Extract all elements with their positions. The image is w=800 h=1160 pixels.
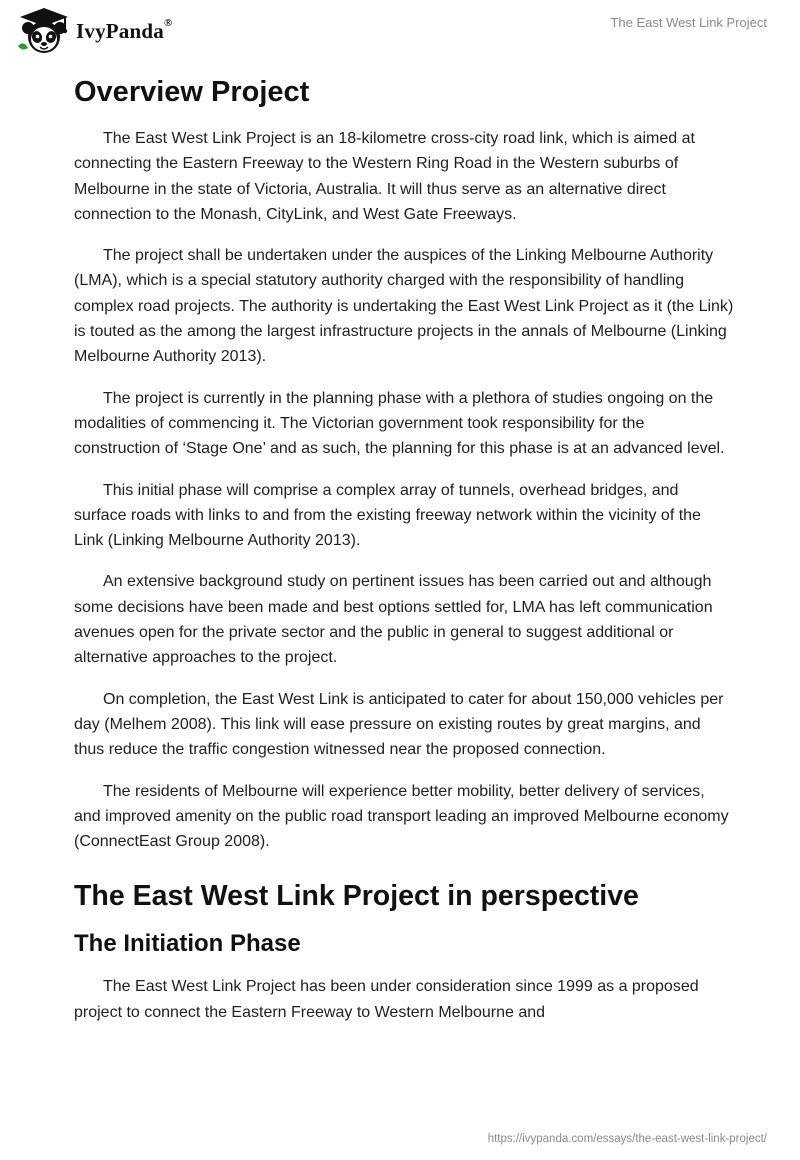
paragraph: The East West Link Project is an 18-kilometre cross-city road link, which is aimed at connecting the Eastern Freeway to the Western Ring Road in the Western suburbs of Melbourne in the state of Victoria, Australia. It will thus serve as an alternative direct connection to the Monash, CityLink, and West Gate Freeways.: [74, 130, 695, 223]
logo-text: IvyPanda®: [76, 16, 173, 43]
paragraph: The residents of Melbourne will experience better mobility, better delivery of services, and improved amenity on the public road transport leading an improved Melbourne economy (ConnectEast Group 2008).: [74, 782, 729, 851]
paragraph: The project is currently in the planning phase with a plethora of studies ongoing on the modalities of commencing it. The Victorian government took responsibility for the construction of ‘Stage One’ and as such, the planning for this phase is at an advanced level.: [74, 389, 725, 458]
panda-logo-icon: [14, 6, 74, 56]
document-title: The East West Link Project: [610, 15, 767, 30]
logo[interactable]: [14, 6, 172, 56]
paragraph: The East West Link Project has been under consideration since 1999 as a proposed project to connect the Eastern Freeway to Western Melbourne and: [74, 978, 699, 1021]
paragraph: An extensive background study on pertinent issues has been carried out and although some decisions have been made and best options settled for, LMA has left communication avenues open for the private sector and the public in general to suggest additional or alternative approaches to the project.: [74, 573, 713, 667]
subheading-initiation-phase: The Initiation Phase: [74, 930, 301, 958]
paragraph: This initial phase will comprise a complex array of tunnels, overhead bridges, and surface roads with links to and from the existing freeway network within the vicinity of the Link (Linking Melbourne Authority 2013).: [74, 481, 701, 550]
essay-content: [74, 72, 734, 1041]
heading-perspective: The East West Link Project in perspective: [74, 880, 639, 913]
page-header: [0, 0, 800, 64]
source-url[interactable]: https://ivypanda.com/essays/the-east-west-link-project/: [487, 1133, 767, 1145]
paragraph: On completion, the East West Link is anticipated to cater for about 150,000 vehicles per day (Melhem 2008). This link will ease pressure on existing routes by great margins, and thus reduce the traffic congestion witnessed near the proposed connection.: [74, 690, 724, 759]
paragraph: The project shall be undertaken under the auspices of the Linking Melbourne Authority (LMA), which is a special statutory authority charged with the responsibility of handling complex road projects. The authority is undertaking the East West Link Project as it (the Link) is touted as the among the largest infrastructure projects in the annals of Melbourne (Linking Melbourne Authority 2013).: [74, 247, 734, 366]
heading-overview: Overview Project: [74, 76, 310, 108]
